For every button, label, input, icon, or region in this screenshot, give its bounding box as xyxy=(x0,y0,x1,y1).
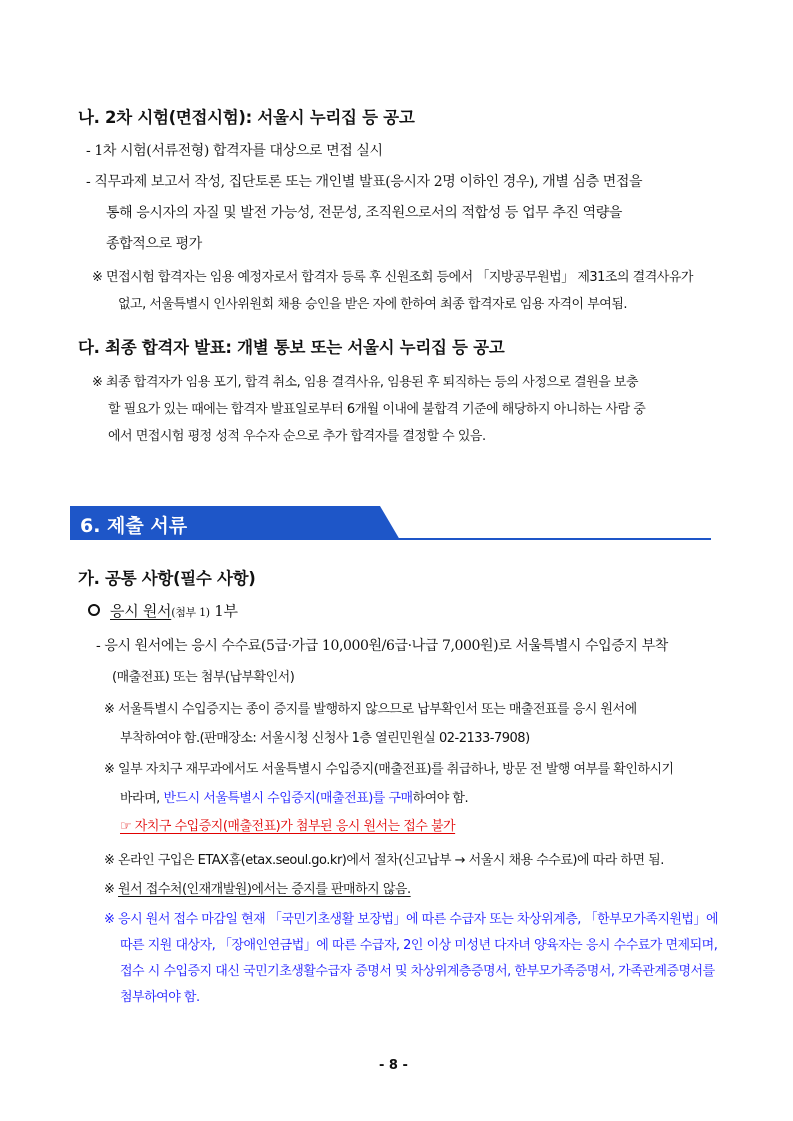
note-line: 에서 면접시험 평정 성적 우수자 순으로 추가 합격자를 결정할 수 있음. xyxy=(108,429,486,444)
item-count: 1부 xyxy=(214,602,238,620)
text-fragment: 바라며, xyxy=(120,791,164,806)
note-line-blue: 따른 지원 대상자, 「장애인연금법」에 따른 수급자, 2인 이상 미성년 다자녀 양육자는 응시 수수료가 면제되며, xyxy=(120,938,718,953)
text-line: - 직무과제 보고서 작성, 집단토론 또는 개인별 발표(응시자 2명 이하인 경우), 개별 심층 면접을 xyxy=(86,174,643,190)
section-banner xyxy=(70,506,711,540)
note-line-blue: 첨부하여야 함. xyxy=(120,990,200,1005)
note-line xyxy=(104,878,411,897)
text-line: 통해 응시자의 자질 및 발전 가능성, 전문성, 조직원으로서의 적합성 등 업무 추진 역량을 xyxy=(106,205,623,221)
highlight-blue: 반드시 서울특별시 수입증지(매출전표)를 구매 xyxy=(163,791,413,806)
heading-interview: 나. 2차 시험(면접시험): 서울시 누리집 등 공고 xyxy=(78,108,415,127)
application-form-item xyxy=(88,600,238,621)
text-fragment: 하여야 함. xyxy=(412,791,469,806)
section-title: 6. 제출 서류 xyxy=(80,515,188,537)
note-line: ※ 서울특별시 수입증지는 종이 증지를 발행하지 않으므로 납부확인서 또는 매출전표를 응시 원서에 xyxy=(104,702,637,717)
note-line: 할 필요가 있는 때에는 합격자 발표일로부터 6개월 이내에 불합격 기준에 해당하지 아니하는 사람 중 xyxy=(108,402,646,417)
note-line xyxy=(120,787,468,806)
text-line: - 응시 원서에는 응시 수수료(5급·가급 10,000원/6급·나급 7,000원)로 서울특별시 수입증지 부착 xyxy=(96,638,668,654)
heading-common: 가. 공통 사항(필수 사항) xyxy=(78,569,256,588)
text-line: (매출전표) 또는 첨부(납부확인서) xyxy=(112,670,295,685)
note-line-blue: 접수 시 수입증지 대신 국민기초생활수급자 증명서 및 차상위계층증명서, 한부모가족증명서, 가족관계증명서를 xyxy=(120,964,715,979)
note-line: ※ 일부 자치구 재무과에서도 서울특별시 수입증지(매출전표)를 취급하나, 방문 전 발행 여부를 확인하시기 xyxy=(104,762,674,777)
text-line: - 1차 시험(서류전형) 합격자를 대상으로 면접 실시 xyxy=(86,143,383,159)
note-line: ※ 온라인 구입은 ETAX홈(etax.seoul.go.kr)에서 절차(신고납부 → 서울시 채용 수수료)에 따라 하면 됨. xyxy=(104,853,664,868)
heading-final-result: 다. 최종 합격자 발표: 개별 통보 또는 서울시 누리집 등 공고 xyxy=(78,338,505,357)
item-attach: (첨부 1) xyxy=(171,606,210,619)
page-number: - 8 - xyxy=(379,1058,408,1073)
note-line: ※ 면접시험 합격자는 임용 예정자로서 합격자 등록 후 신원조회 등에서 「지방공무원법」 제31조의 결격사유가 xyxy=(92,270,693,285)
underlined-text: 원서 접수처(인재개발원)에서는 증지를 판매하지 않음. xyxy=(118,882,411,897)
note-line: 부착하여야 함.(판매장소: 서울시청 신청사 1층 열린민원실 02-2133-7908) xyxy=(120,731,530,746)
text-line: 종합적으로 평가 xyxy=(106,236,202,252)
warning-line: ☞ 자치구 수입증지(매출전표)가 첨부된 응시 원서는 접수 불가 xyxy=(120,819,456,834)
note-mark: ※ xyxy=(104,882,119,897)
note-line: ※ 최종 합격자가 임용 포기, 합격 취소, 임용 결격사유, 임용된 후 퇴직하는 등의 사정으로 결원을 보충 xyxy=(92,375,639,390)
note-line: 없고, 서울특별시 인사위원회 채용 승인을 받은 자에 한하여 최종 합격자로 임용 자격이 부여됨. xyxy=(118,297,628,312)
item-title: 응시 원서 xyxy=(110,602,172,620)
bullet-circle-icon xyxy=(88,604,100,616)
note-line-blue: ※ 응시 원서 접수 마감일 현재 「국민기초생활 보장법」에 따른 수급자 또는 차상위계층, 「한부모가족지원법」에 xyxy=(104,912,719,927)
